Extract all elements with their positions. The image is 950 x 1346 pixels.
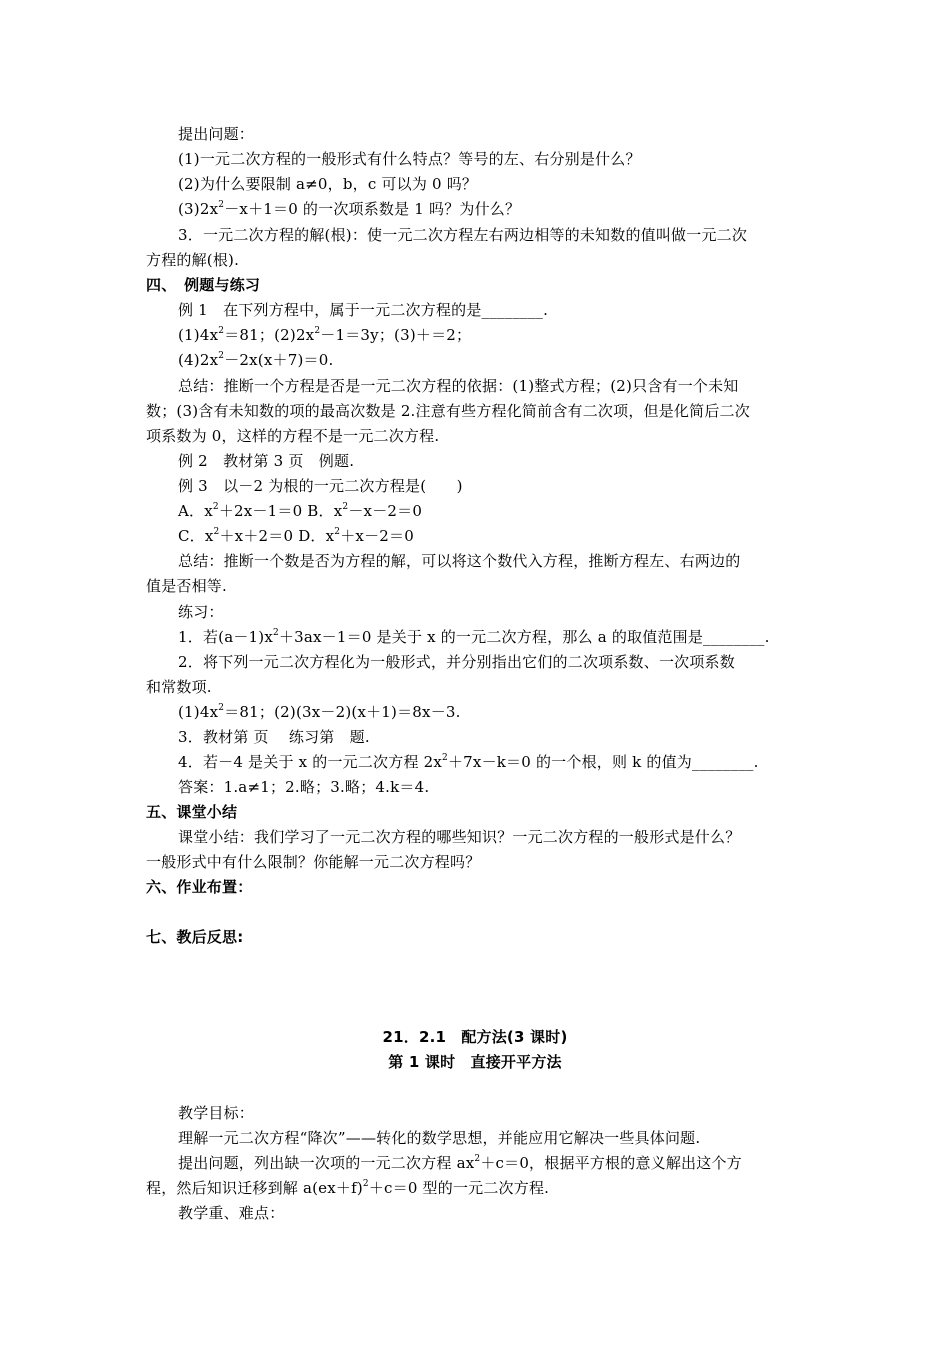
text-line: 和常数项.	[146, 678, 212, 696]
text-line: 练习：	[178, 603, 224, 621]
text-line: 1．若$(a-1)x^2+3ax-1=0$ 是关于 x 的一元二次方程，那么 a 的取值范围是________.	[178, 628, 770, 646]
text-line: 提出问题：	[178, 125, 255, 143]
text-line: 值是否相等.	[146, 577, 227, 595]
text-line: $(1)4x^2=81$；$(2)2x^2-1=3y$；(3)＋＝2；	[178, 326, 472, 344]
text-line: 程，然后知识迁移到解 $a(ex+f)^2+c=0$ 型的一元二次方程.	[146, 1179, 550, 1197]
text-line: 理解一元二次方程“降次”——转化的数学思想，并能应用它解决一些具体问题.	[178, 1129, 701, 1147]
section-heading: 五、课堂小结	[146, 803, 238, 821]
text-line: $(1)4x^2=81$；(2)(3x－2)(x＋1)＝8x－3.	[178, 703, 461, 721]
text-line: 2．将下列一元二次方程化为一般形式，并分别指出它们的二次项系数、一次项系数	[178, 653, 735, 671]
text-line: C．$x^2+x+2=0$ D．$x^2+x-2=0$	[178, 527, 414, 545]
text-line: 一般形式中有什么限制？你能解一元二次方程吗？	[146, 853, 481, 871]
text-line: 总结：推断一个数是否为方程的解，可以将这个数代入方程，推断方程左、右两边的	[178, 552, 741, 570]
text-line: 数；(3)含有未知数的项的最高次数是 2.注意有些方程化简前含有二次项，但是化简后二次	[146, 402, 750, 420]
text-line: 教学目标：	[178, 1104, 255, 1122]
section-heading: 四、 例题与练习	[146, 276, 261, 294]
lesson-subtitle: 第 1 课时 直接开平方法	[388, 1053, 562, 1071]
text-line: $(3)2x^2-x+1=0$ 的一次项系数是 1 吗？为什么？	[178, 200, 521, 218]
text-line: 提出问题，列出缺一次项的一元二次方程 $ax^2+c=0$，根据平方根的意义解出这个方	[178, 1154, 742, 1172]
section-heading: 六、作业布置：	[146, 878, 253, 896]
text-line: 答案：1.a≠1；2.略；3.略；4.k＝4.	[178, 778, 430, 796]
text-line: A．$x^2+2x-1=0$ B．$x^2-x-2=0$	[178, 502, 423, 520]
text-line: (2)为什么要限制 a≠0，b，c 可以为 0 吗？	[178, 175, 478, 193]
text-line: 课堂小结：我们学习了一元二次方程的哪些知识？一元二次方程的一般形式是什么？	[178, 828, 741, 846]
text-line: 3．一元二次方程的解(根)：使一元二次方程左右两边相等的未知数的值叫做一元二次	[178, 226, 748, 244]
text-line: 4．若－4 是关于 x 的一元二次方程 $2x^2+7x-k=0$ 的一个根，则 k 的值为________.	[178, 753, 759, 771]
text-line: (1)一元二次方程的一般形式有什么特点？等号的左、右分别是什么？	[178, 150, 641, 168]
section-heading: 七、教后反思:	[146, 928, 244, 946]
text-line: 项系数为 0，这样的方程不是一元二次方程.	[146, 427, 440, 445]
text-line: 例 3 以－2 为根的一元二次方程是( )	[178, 477, 463, 495]
text-line: 方程的解(根).	[146, 251, 240, 269]
text-line: 总结：推断一个方程是否是一元二次方程的依据：(1)整式方程；(2)只含有一个未知	[178, 377, 739, 395]
text-line: $(4)2x^2-2x(x+7)=0$.	[178, 351, 334, 369]
text-line: 例 1 在下列方程中，属于一元二次方程的是________.	[178, 301, 549, 319]
lesson-title: 21．2.1 配方法(3 课时)	[382, 1028, 568, 1046]
text-line: 3．教材第 页 练习第 题.	[178, 728, 370, 746]
text-line: 例 2 教材第 3 页 例题.	[178, 452, 355, 470]
text-line: 教学重、难点：	[178, 1204, 285, 1222]
